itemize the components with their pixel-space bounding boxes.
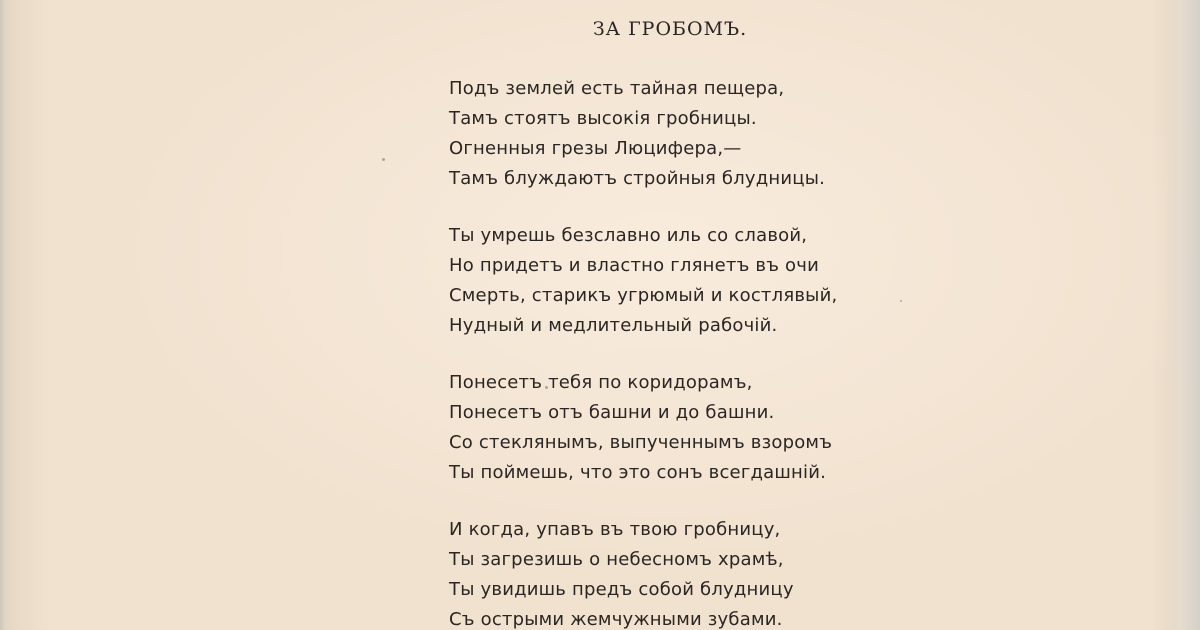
- poem-line: Понесетъ тебя по коридорамъ,: [449, 372, 753, 393]
- poem-line: Нудный и медлительный рабочій.: [449, 315, 778, 336]
- poem-line: Ты поймешь, что это сонъ всегдашній.: [449, 462, 827, 483]
- page-left-edge: [0, 0, 10, 630]
- poem-line: Съ острыми жемчужными зубами.: [449, 609, 783, 630]
- stanza: [449, 221, 837, 341]
- poem-line: Со стеклянымъ, выпученнымъ взоромъ: [449, 432, 833, 453]
- poem-line: Тамъ стоятъ высокія гробницы.: [449, 108, 757, 129]
- poem-line: Огненныя грезы Люцифера,—: [449, 138, 742, 159]
- stanza: [449, 74, 837, 194]
- poem-line: Ты умрешь безславно иль со славой,: [449, 225, 808, 246]
- paper-speck: [900, 300, 902, 302]
- stanza: [449, 515, 837, 630]
- poem-line: Тамъ блуждаютъ стройныя блудницы.: [449, 168, 826, 189]
- poem-body: [449, 74, 837, 630]
- poem-line: Ты загрезишь о небесномъ храмѣ,: [449, 549, 784, 570]
- poem-line: Но придетъ и властно глянетъ въ очи: [449, 255, 820, 276]
- stanza: [449, 368, 837, 488]
- poem-line: Подъ землей есть тайная пещера,: [449, 78, 785, 99]
- poem-line: Понесетъ отъ башни и до башни.: [449, 402, 775, 423]
- page-right-edge: [1166, 0, 1200, 630]
- poem-line: Ты увидишь предъ собой блудницу: [449, 579, 794, 600]
- poem-line: И когда, упавъ въ твою гробницу,: [449, 519, 781, 540]
- paper-speck: [382, 158, 385, 161]
- poem-line: Смерть, старикъ угрюмый и костлявый,: [449, 285, 838, 306]
- poem-title: ЗА ГРОБОМЪ.: [592, 18, 748, 40]
